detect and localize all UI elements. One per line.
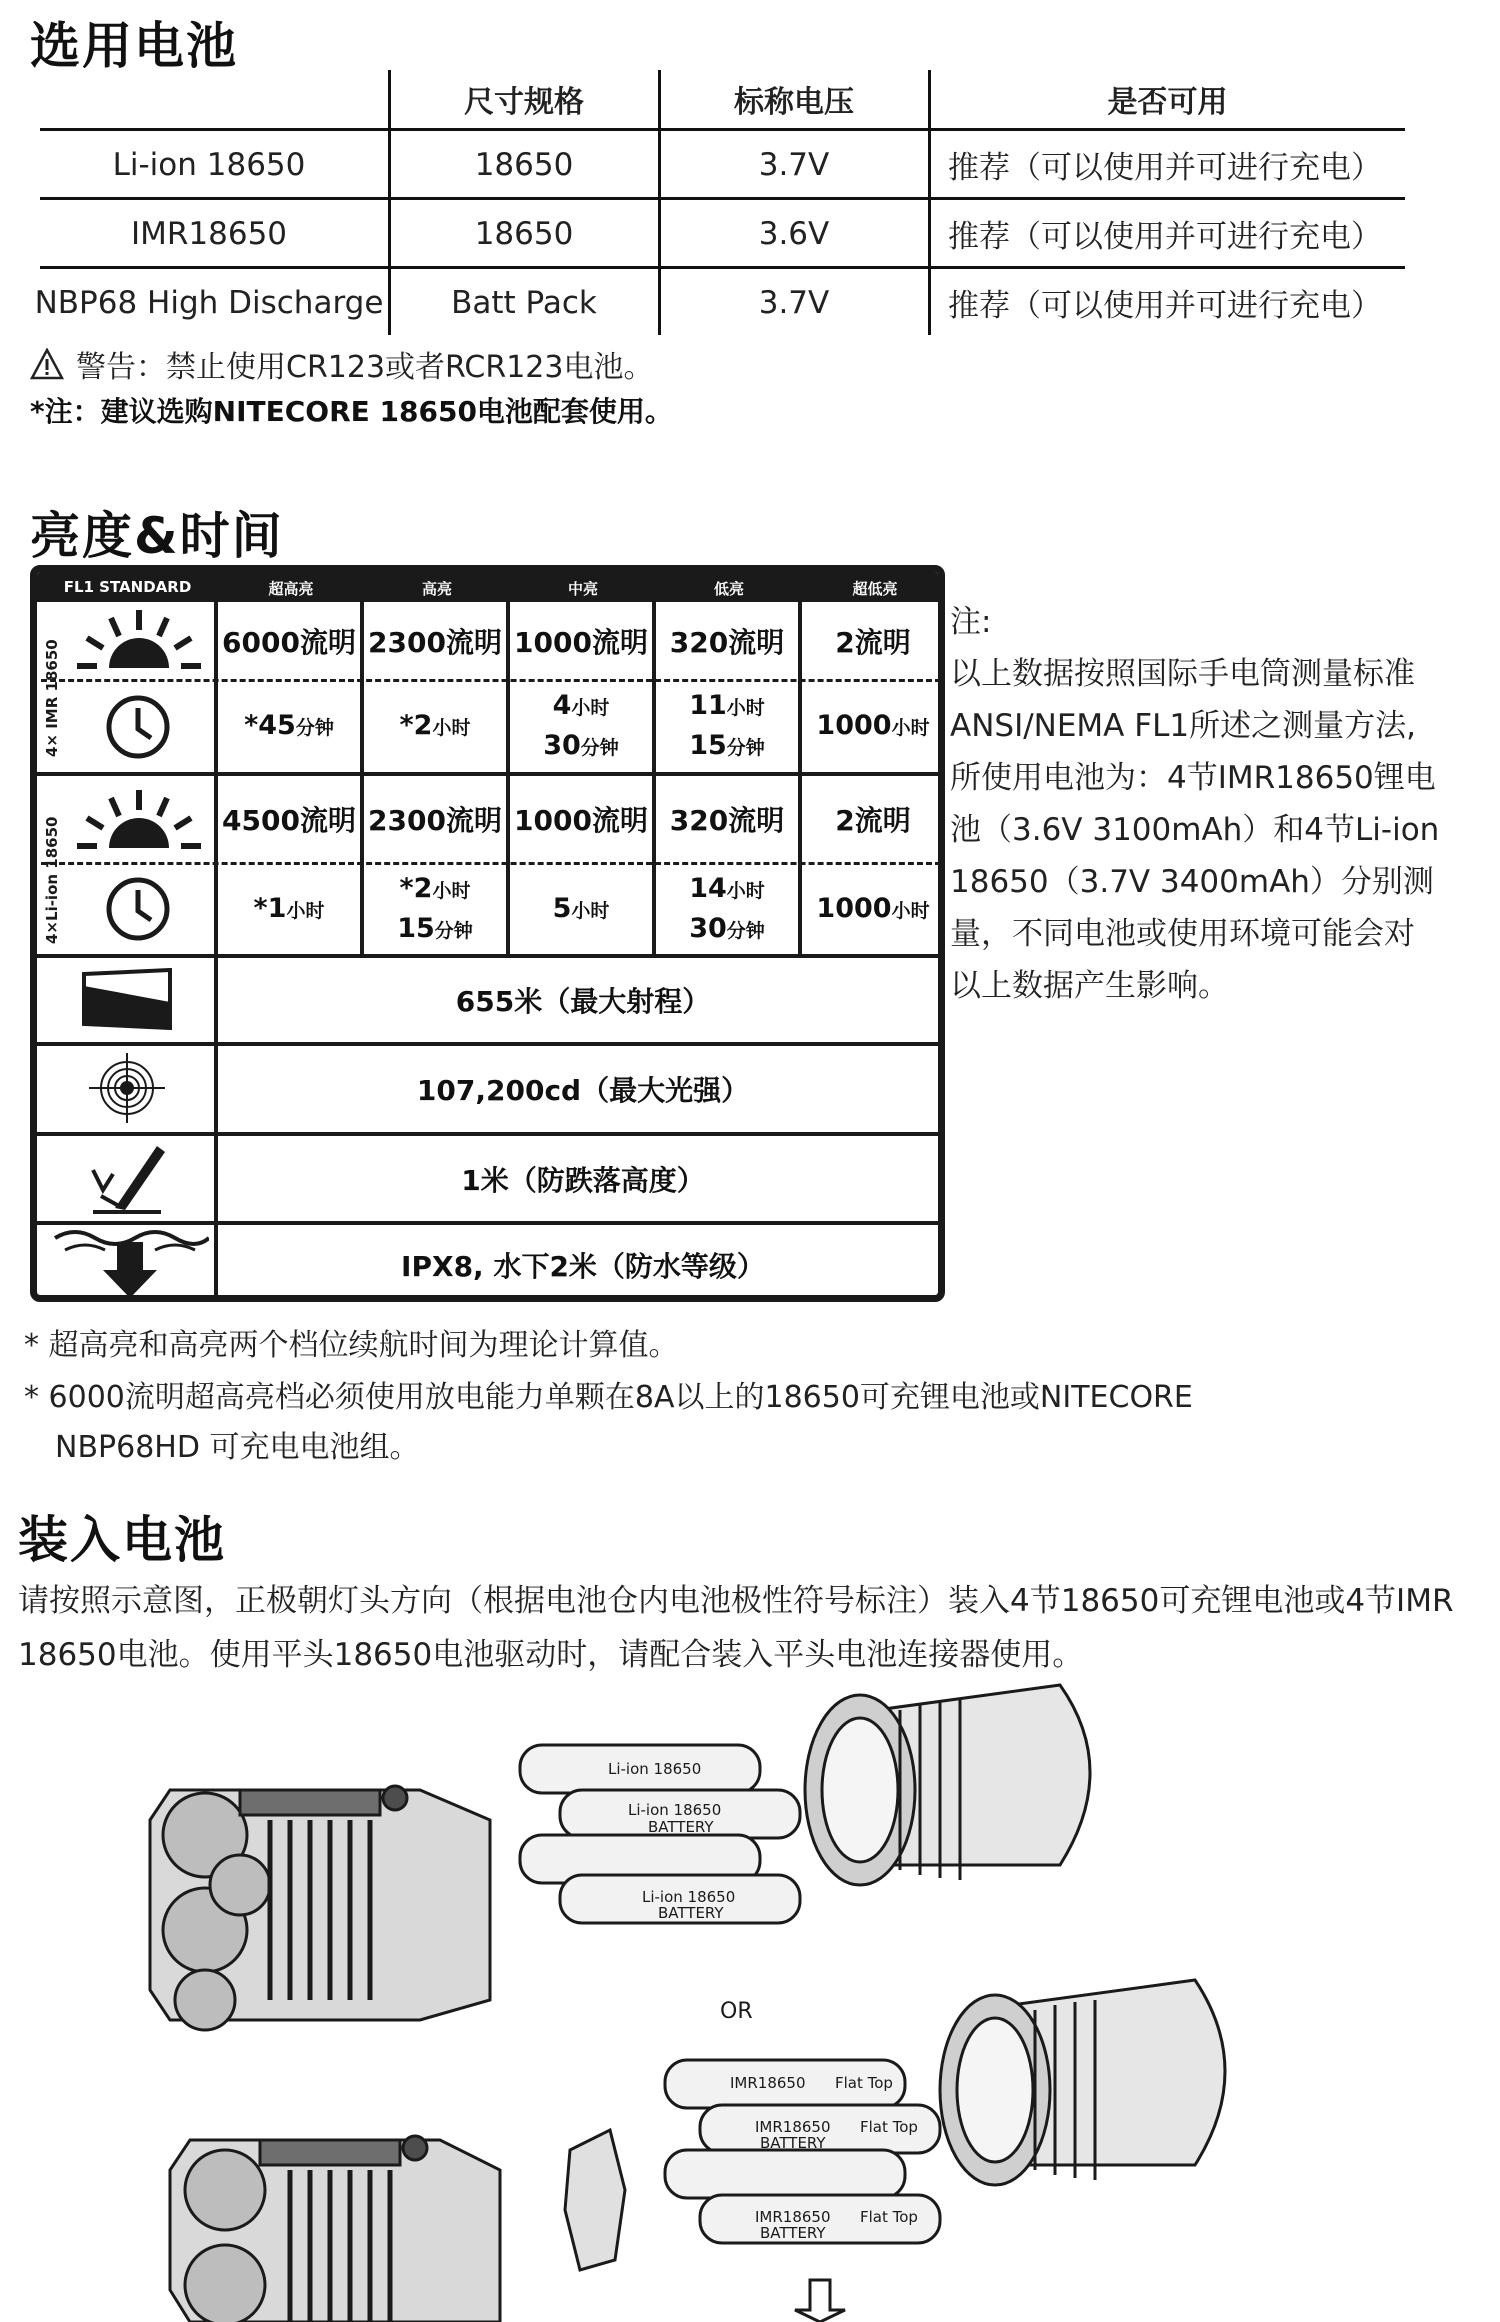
header-cell-size: 尺寸规格	[464, 85, 584, 120]
table-row	[30, 132, 1415, 197]
note-line: 18650（3.7V 3400mAh）分别测	[950, 864, 1434, 900]
beam-distance: 655米（最大射程）	[455, 985, 711, 1018]
g1-runtime-ultralow: 1000小时	[816, 710, 930, 741]
g2-lumen-high: 2300流明	[368, 804, 502, 837]
battery-voltage: 3.7V	[758, 146, 830, 183]
warning-text: 警告：禁止使用CR123或者RCR123电池。	[76, 350, 654, 385]
battery-label: IMR18650	[730, 2074, 806, 2092]
beam-icon	[82, 968, 172, 1030]
g2-runtime-ultralow: 1000小时	[816, 892, 930, 924]
battery-voltage: 3.6V	[758, 215, 830, 252]
install-section-title: 装入电池	[18, 1511, 226, 1569]
output-section-title: 亮度&时间	[30, 507, 284, 565]
g1-runtime-low: 11小时 15分钟	[689, 690, 765, 761]
note-line: 以上数据按照国际手电筒测量标准	[950, 656, 1415, 692]
g1-runtime-high: *2小时	[399, 710, 471, 741]
flat-top-label: Flat Top	[860, 2118, 918, 2136]
battery-note: *注：建议选购NITECORE 18650电池配套使用。	[30, 395, 673, 428]
flashlight-head-top	[150, 1786, 490, 2030]
note-line: 以上数据产生影响。	[950, 968, 1229, 1004]
footnote-turbo-cont: NBP68HD 可充电电池组。	[55, 1430, 420, 1465]
battery-label: Li-ion 18650	[642, 1888, 736, 1906]
mode-high: 高亮	[421, 580, 452, 598]
note-line: 量，不同电池或使用环境可能会对	[950, 916, 1415, 952]
battery-install-diagram	[0, 1670, 1500, 2322]
test-note	[950, 596, 1490, 1012]
battery-voltage: 3.7V	[758, 284, 830, 321]
clock-icon	[103, 692, 173, 762]
g1-lumen-ultralow: 2流明	[835, 625, 911, 659]
battery-size: Batt Pack	[451, 284, 597, 321]
g1-lumen-mid: 1000流明	[514, 625, 648, 659]
note-line: 池（3.6V 3100mAh）和4节Li-ion	[950, 812, 1440, 848]
group2-label: 4×Li-ion 18650	[43, 816, 61, 944]
g2-runtime-low: 14小时 30分钟	[689, 872, 765, 944]
fl1-header	[37, 572, 938, 602]
insert-arrow-icon	[795, 2280, 845, 2322]
g2-runtime-mid: 5小时	[552, 892, 610, 924]
battery-tube-bottom	[940, 1980, 1225, 2185]
battery-tube-top	[805, 1685, 1090, 1885]
flat-top-label: Flat Top	[860, 2208, 918, 2226]
warning-line	[30, 342, 653, 386]
battery-word: BATTERY	[760, 2134, 826, 2152]
g1-runtime-mid: 4小时 30分钟	[543, 690, 619, 761]
battery-type: IMR18650	[130, 215, 288, 252]
flat-top-connector	[565, 2130, 625, 2270]
battery-size: 18650	[474, 215, 574, 252]
header-cell-voltage: 标称电压	[734, 85, 854, 120]
footnote-turbo: * 6000流明超高亮档必须使用放电能力单颗在8A以上的18650可充锂电池或NITECORE	[24, 1380, 1193, 1415]
header-cell-blank	[30, 70, 388, 128]
or-label: OR	[720, 1999, 753, 2024]
mode-ultralow: 超低亮	[852, 580, 898, 598]
mode-low: 低亮	[713, 580, 744, 598]
peak-intensity: 107,200cd（最大光强）	[416, 1074, 750, 1107]
battery-size: 18650	[474, 146, 574, 183]
battery-type: Li-ion 18650	[112, 146, 306, 183]
g2-lumen-ultralow: 2流明	[835, 804, 911, 837]
table-row	[30, 270, 1415, 335]
flashlight-head-bottom	[170, 2136, 500, 2322]
g2-lumen-turbo: 4500流明	[222, 804, 356, 837]
waterproof-rating: IPX8, 水下2米（防水等级）	[401, 1250, 765, 1283]
mode-turbo: 超高亮	[268, 580, 314, 598]
group1-label: 4× IMR 18650	[43, 639, 61, 757]
target-icon	[89, 1053, 165, 1123]
battery-label: IMR18650	[755, 2118, 831, 2136]
warning-icon	[30, 348, 64, 380]
install-instructions: 请按照示意图，正极朝灯头方向（根据电池仓内电池极性符号标注）装入4节18650可充锂电池或4节IMR 18650电池。使用平头18650电池驱动时，请配合装入平头电池连接器使用。	[18, 1583, 1454, 1673]
table-row	[30, 201, 1415, 266]
g2-runtime-high: *2小时 15分钟	[397, 872, 473, 944]
g2-runtime-turbo: *1小时	[253, 892, 325, 924]
note-line: 注:	[950, 604, 992, 640]
header-cell-usable: 是否可用	[1107, 85, 1228, 120]
battery-word: BATTERY	[760, 2224, 826, 2242]
fl1-table	[30, 565, 945, 1302]
battery-usable: 推荐（可以使用并可进行充电）	[948, 150, 1382, 186]
g1-runtime-turbo: *45分钟	[244, 710, 334, 741]
footnote-runtime: * 超高亮和高亮两个档位续航时间为理论计算值。	[24, 1328, 679, 1363]
note-line: 所使用电池为：4节IMR18650锂电	[950, 760, 1436, 796]
g2-lumen-low: 320流明	[669, 804, 785, 837]
impact-resistance: 1米（防跌落高度）	[461, 1163, 705, 1197]
g2-lumen-mid: 1000流明	[514, 804, 648, 837]
impact-icon	[85, 1140, 169, 1216]
sun-icon	[75, 606, 203, 676]
g1-lumen-low: 320流明	[669, 625, 785, 659]
clock-icon	[103, 874, 173, 944]
battery-label: IMR18650	[755, 2208, 831, 2226]
battery-word: BATTERY	[648, 1818, 714, 1836]
battery-type: NBP68 High Discharge	[34, 284, 384, 321]
g1-lumen-turbo: 6000流明	[222, 625, 356, 659]
battery-label: Li-ion 18650	[628, 1801, 722, 1819]
battery-usable: 推荐（可以使用并可进行充电）	[948, 288, 1382, 324]
battery-section-title: 选用电池	[30, 17, 238, 75]
flat-top-label: Flat Top	[835, 2074, 893, 2092]
fl1-standard-label: FL1 STANDARD	[63, 578, 192, 596]
note-line: ANSI/NEMA FL1所述之测量方法,	[950, 708, 1416, 744]
sun-icon	[75, 786, 203, 856]
g1-lumen-high: 2300流明	[368, 625, 502, 659]
battery-table-header	[30, 70, 1415, 128]
battery-label: Li-ion 18650	[608, 1760, 702, 1778]
battery-word: BATTERY	[658, 1904, 724, 1922]
water-icon	[51, 1226, 209, 1300]
mode-mid: 中亮	[567, 580, 598, 598]
battery-usable: 推荐（可以使用并可进行充电）	[948, 219, 1382, 255]
